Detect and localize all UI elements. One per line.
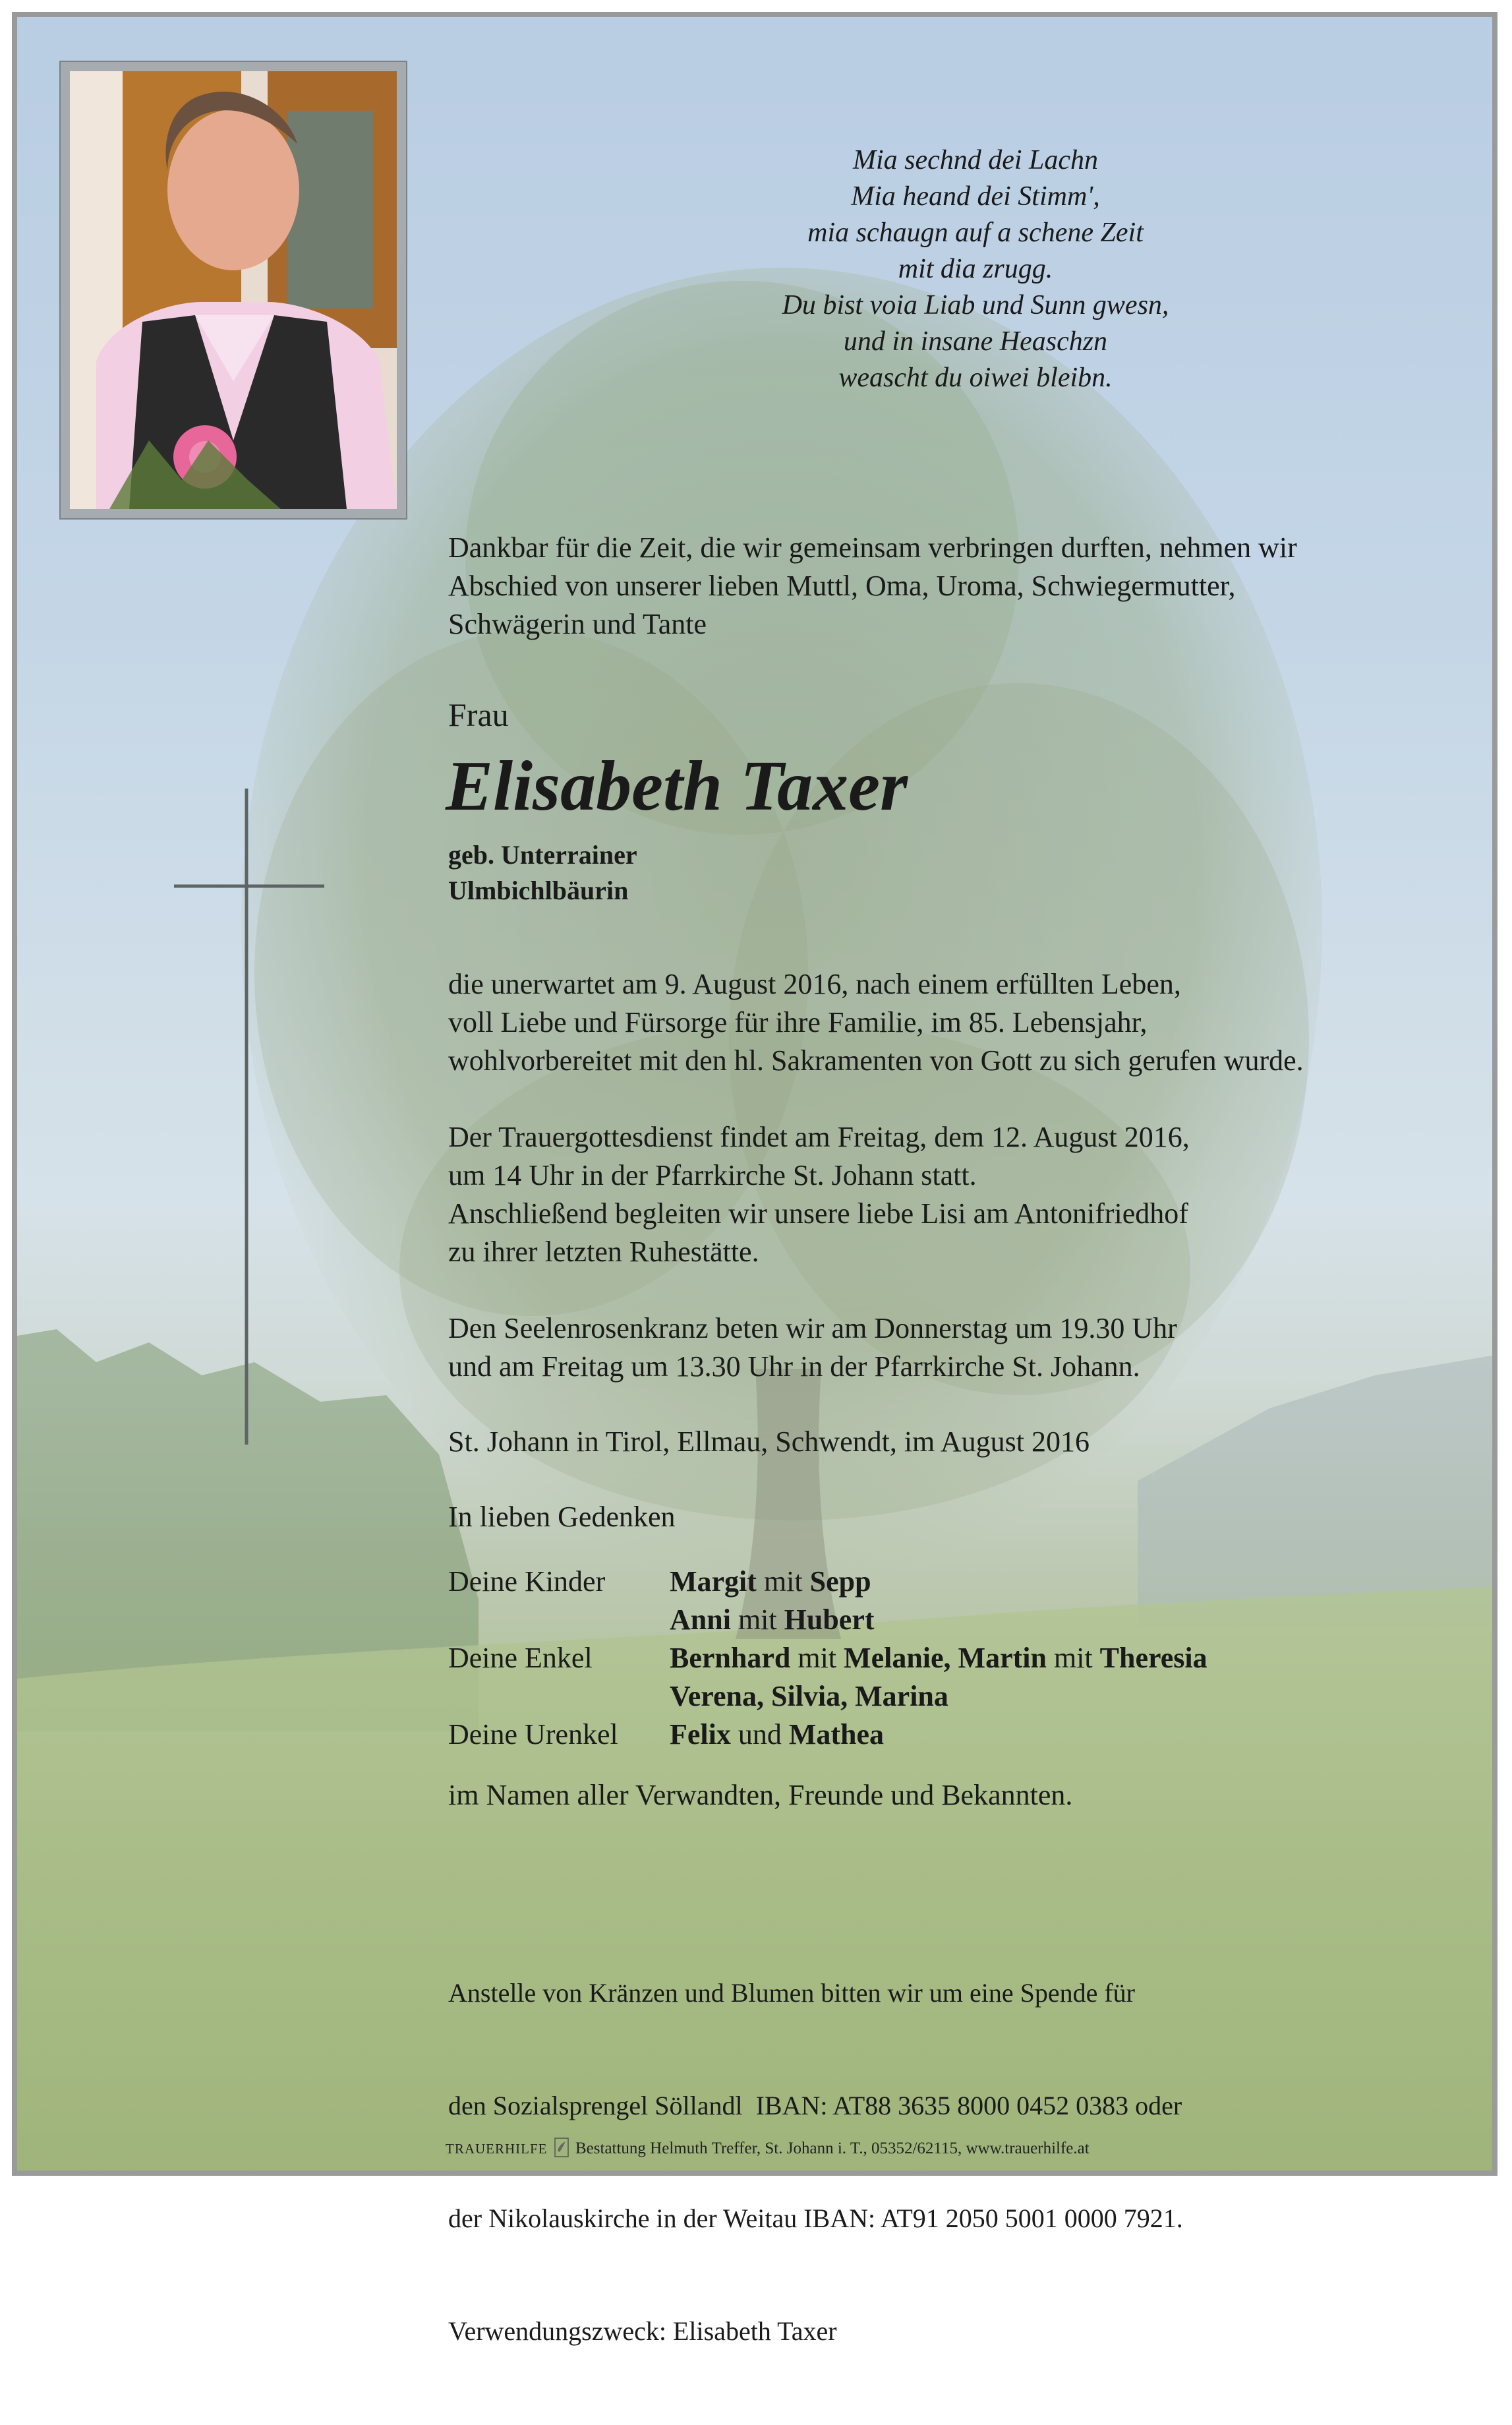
family-name: Mathea: [788, 1718, 885, 1751]
donation-line: Verwendungszweck: Elisabeth Taxer: [448, 2316, 837, 2346]
family-connector: mit: [798, 1642, 837, 1674]
great-grandchildren-line: [670, 1716, 884, 1754]
family-connector: mit: [763, 1565, 803, 1598]
poem: [712, 142, 1239, 396]
intro-line: Dankbar für die Zeit, die wir gemeinsam verbringen durften, nehmen wir: [448, 531, 1297, 564]
donation-request: [448, 1899, 1183, 2425]
footer: [446, 2138, 1090, 2158]
death-notice-line: die unerwartet am 9. August 2016, nach einem erfüllten Leben,: [448, 968, 1181, 1000]
poem-line: Du bist voia Liab und Sunn gwesn,: [782, 290, 1169, 320]
children-label: Deine Kinder: [448, 1565, 606, 1598]
footer-text: Bestattung Helmuth Treffer, St. Johann i. T., 05352/62115, www.trauerhilfe.at: [575, 2140, 1090, 2157]
death-notice-line: voll Liebe und Fürsorge für ihre Familie, im 85. Lebensjahr,: [448, 1006, 1148, 1038]
rosary-info: [448, 1309, 1177, 1386]
funeral-line: Der Trauergottesdienst findet am Freitag, dem 12. August 2016,: [448, 1121, 1190, 1153]
family-name: Bernhard: [670, 1642, 791, 1674]
family-name: Margit: [670, 1565, 757, 1598]
family-name: Sepp: [809, 1565, 871, 1598]
footer-brand: TRAUERHILFE: [446, 2141, 548, 2157]
funeral-line: Anschließend begleiten wir unsere liebe Lisi am Antonifriedhof: [448, 1197, 1188, 1230]
funeral-line: zu ihrer letzten Ruhestätte.: [448, 1236, 759, 1268]
dove-icon: [554, 2138, 569, 2157]
intro-text: [448, 529, 1297, 644]
donation-line: der Nikolauskirche in der Weitau IBAN: AT91 2050 5001 0000 7921.: [448, 2203, 1183, 2233]
family-name: Hubert: [784, 1603, 875, 1636]
rosary-line: Den Seelenrosenkranz beten wir am Donnerstag um 19.30 Uhr: [448, 1312, 1177, 1344]
poem-line: Mia heand dei Stimm',: [851, 181, 1100, 212]
grandchildren-line-2: Verena, Silvia, Marina: [670, 1680, 948, 1712]
intro-line: Abschied von unserer lieben Muttl, Oma, Uroma, Schwiegermutter,: [448, 570, 1236, 602]
rosary-line: und am Freitag um 13.30 Uhr in der Pfarrkirche St. Johann.: [448, 1350, 1140, 1383]
family-connector: mit: [1053, 1642, 1093, 1674]
intro-line: Schwägerin und Tante: [448, 608, 707, 640]
deceased-name: Elisabeth Taxer: [446, 747, 908, 825]
great-grandchildren-label: Deine Urenkel: [448, 1718, 618, 1751]
funeral-line: um 14 Uhr in der Pfarrkirche St. Johann statt.: [448, 1159, 977, 1191]
place-date: St. Johann in Tirol, Ellmau, Schwendt, im August 2016: [448, 1425, 1090, 1458]
family-connector: und: [738, 1718, 782, 1751]
family-name: Melanie, Martin: [844, 1642, 1047, 1674]
family-connector: mit: [738, 1603, 777, 1636]
farm-name: Ulmbichlbäurin: [448, 876, 629, 905]
donation-line: Anstelle von Kränzen und Blumen bitten wir um eine Spende für: [448, 1978, 1135, 2008]
poem-line: weascht du oiwei bleibn.: [838, 363, 1113, 393]
family-name: Theresia: [1099, 1642, 1207, 1674]
poem-line: mit dia zrugg.: [898, 254, 1053, 284]
donation-line: den Sozialsprengel Söllandl IBAN: AT88 3635 8000 0452 0383 oder: [448, 2091, 1182, 2120]
portrait-photo: [70, 71, 397, 509]
death-notice: [448, 965, 1304, 1080]
on-behalf: im Namen aller Verwandten, Freunde und Bekannten.: [448, 1779, 1073, 1811]
death-notice-line: wohlvorbereitet mit den hl. Sakramenten von Gott zu sich gerufen wurde.: [448, 1044, 1304, 1077]
children-line-2: [670, 1601, 875, 1639]
in-memory: In lieben Gedenken: [448, 1501, 676, 1533]
funeral-info: [448, 1118, 1190, 1271]
maiden-name: geb. Unterrainer: [448, 840, 637, 870]
family-name: Anni: [670, 1603, 731, 1636]
portrait-photo-frame: [59, 61, 407, 520]
grandchildren-line-1: [670, 1639, 1207, 1677]
poem-line: mia schaugn auf a schene Zeit: [807, 218, 1144, 248]
salutation: Frau: [448, 696, 509, 733]
poem-line: Mia sechnd dei Lachn: [852, 145, 1099, 175]
poem-line: und in insane Heaschzn: [843, 326, 1108, 357]
family-name: Felix: [670, 1718, 731, 1751]
children-line-1: [670, 1563, 871, 1601]
grandchildren-label: Deine Enkel: [448, 1642, 593, 1674]
